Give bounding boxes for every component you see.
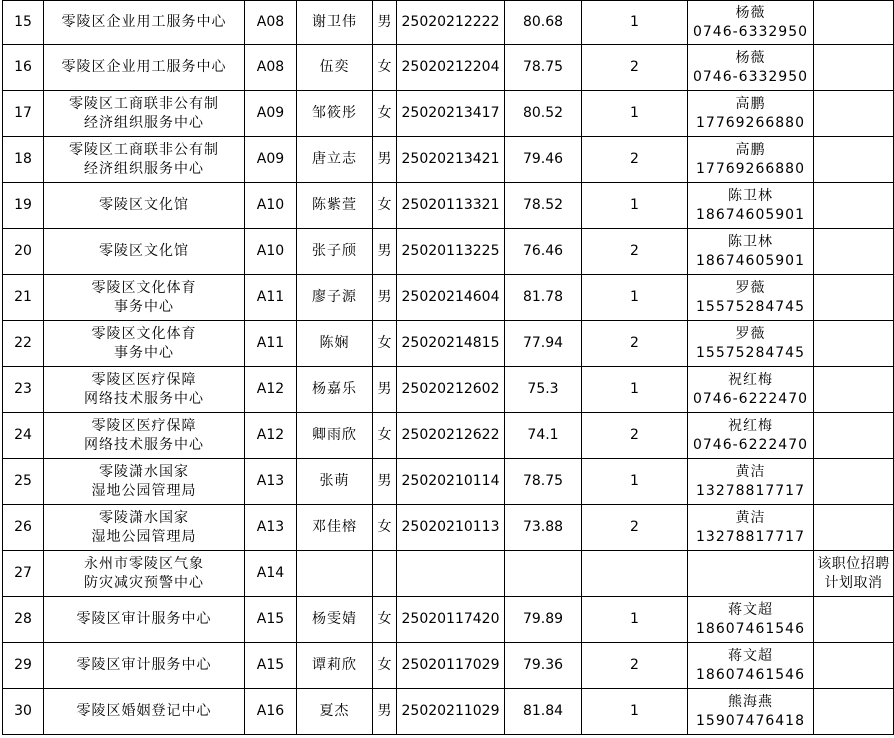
contact-cell bbox=[688, 137, 814, 183]
contact-name: 黄洁 bbox=[735, 509, 766, 526]
table-row bbox=[3, 137, 894, 183]
gender-cell: 男 bbox=[373, 689, 397, 735]
contact-name: 黄洁 bbox=[735, 463, 766, 480]
row-number-cell: 29 bbox=[3, 643, 44, 689]
table-row bbox=[3, 183, 894, 229]
contact-cell bbox=[688, 459, 814, 505]
ticket-number-cell: 25020212204 bbox=[397, 45, 505, 91]
contact-name: 罗薇 bbox=[735, 279, 766, 296]
contact-cell bbox=[688, 551, 814, 597]
ticket-number-cell: 25020212602 bbox=[397, 367, 505, 413]
table-row bbox=[3, 91, 894, 137]
contact-name: 高鹏 bbox=[735, 141, 766, 158]
gender-cell: 女 bbox=[373, 45, 397, 91]
contact-phone: 15907476418 bbox=[696, 712, 805, 729]
contact-phone: 15575284745 bbox=[696, 298, 805, 315]
position-code-cell: A11 bbox=[245, 275, 297, 321]
note-cell bbox=[814, 551, 894, 597]
table-row bbox=[3, 413, 894, 459]
unit-name-line: 事务中心 bbox=[114, 344, 174, 361]
ticket-number-cell bbox=[397, 551, 505, 597]
gender-cell: 女 bbox=[373, 321, 397, 367]
score-cell: 79.36 bbox=[505, 643, 582, 689]
table-body bbox=[3, 1, 894, 735]
position-code-cell: A13 bbox=[245, 505, 297, 551]
unit-name-line: 防灾减灾预警中心 bbox=[84, 574, 204, 591]
contact-name: 熊海燕 bbox=[728, 693, 773, 710]
contact-cell bbox=[688, 91, 814, 137]
candidate-name-cell: 张萌 bbox=[297, 459, 373, 505]
rank-cell: 1 bbox=[582, 91, 688, 137]
table-row bbox=[3, 505, 894, 551]
rank-cell: 2 bbox=[582, 413, 688, 459]
row-number-cell: 28 bbox=[3, 597, 44, 643]
unit-cell bbox=[44, 459, 245, 505]
rank-cell: 1 bbox=[582, 597, 688, 643]
position-code-cell: A10 bbox=[245, 183, 297, 229]
unit-cell bbox=[44, 643, 245, 689]
ticket-number-cell: 25020210113 bbox=[397, 505, 505, 551]
unit-cell bbox=[44, 551, 245, 597]
unit-name-line: 零陵区文化体育 bbox=[91, 279, 197, 296]
candidate-name-cell: 邓佳榕 bbox=[297, 505, 373, 551]
contact-name: 蒋文超 bbox=[728, 601, 773, 618]
score-cell: 78.52 bbox=[505, 183, 582, 229]
contact-cell bbox=[688, 597, 814, 643]
unit-cell bbox=[44, 45, 245, 91]
position-code-cell: A12 bbox=[245, 413, 297, 459]
contact-phone: 15575284745 bbox=[696, 344, 805, 361]
contact-phone: 18607461546 bbox=[696, 620, 805, 637]
note-cell bbox=[814, 137, 894, 183]
table-row bbox=[3, 229, 894, 275]
contact-cell bbox=[688, 183, 814, 229]
contact-cell bbox=[688, 275, 814, 321]
row-number-cell: 30 bbox=[3, 689, 44, 735]
candidate-name-cell bbox=[297, 551, 373, 597]
unit-name-line: 湿地公园管理局 bbox=[91, 528, 197, 545]
gender-cell bbox=[373, 551, 397, 597]
unit-name-line: 零陵区文化馆 bbox=[99, 243, 189, 259]
unit-name-line: 零陵潇水国家 bbox=[99, 509, 189, 526]
position-code-cell: A08 bbox=[245, 1, 297, 45]
contact-cell bbox=[688, 45, 814, 91]
unit-name-line: 零陵区医疗保障 bbox=[91, 371, 197, 388]
results-table bbox=[2, 0, 894, 735]
rank-cell: 1 bbox=[582, 275, 688, 321]
candidate-name-cell: 陈紫萱 bbox=[297, 183, 373, 229]
note-cell bbox=[814, 275, 894, 321]
contact-phone: 0746-6332950 bbox=[692, 23, 809, 40]
unit-name-line: 永州市零陵区气象 bbox=[84, 555, 204, 572]
rank-cell: 1 bbox=[582, 183, 688, 229]
score-cell: 75.3 bbox=[505, 367, 582, 413]
contact-name: 杨薇 bbox=[735, 49, 766, 66]
ticket-number-cell: 25020214815 bbox=[397, 321, 505, 367]
gender-cell: 男 bbox=[373, 275, 397, 321]
rank-cell: 2 bbox=[582, 137, 688, 183]
contact-cell bbox=[688, 643, 814, 689]
note-cell bbox=[814, 91, 894, 137]
row-number-cell: 18 bbox=[3, 137, 44, 183]
note-cell bbox=[814, 367, 894, 413]
contact-cell bbox=[688, 367, 814, 413]
candidate-name-cell: 伍奕 bbox=[297, 45, 373, 91]
unit-cell bbox=[44, 137, 245, 183]
unit-name-line: 网络技术服务中心 bbox=[84, 436, 204, 453]
gender-cell: 男 bbox=[373, 1, 397, 45]
rank-cell: 1 bbox=[582, 459, 688, 505]
score-cell: 78.75 bbox=[505, 45, 582, 91]
ticket-number-cell: 25020214604 bbox=[397, 275, 505, 321]
score-cell: 73.88 bbox=[505, 505, 582, 551]
position-code-cell: A12 bbox=[245, 367, 297, 413]
note-cell bbox=[814, 459, 894, 505]
contact-phone: 18607461546 bbox=[696, 666, 805, 683]
gender-cell: 男 bbox=[373, 137, 397, 183]
gender-cell: 女 bbox=[373, 413, 397, 459]
candidate-name-cell: 廖子源 bbox=[297, 275, 373, 321]
table-row bbox=[3, 689, 894, 735]
rank-cell bbox=[582, 551, 688, 597]
unit-cell bbox=[44, 367, 245, 413]
contact-cell bbox=[688, 689, 814, 735]
contact-phone: 0746-6332950 bbox=[692, 68, 809, 85]
position-code-cell: A13 bbox=[245, 459, 297, 505]
position-code-cell: A09 bbox=[245, 137, 297, 183]
unit-name-line: 零陵区企业用工服务中心 bbox=[61, 59, 227, 75]
unit-name-line: 事务中心 bbox=[114, 298, 174, 315]
ticket-number-cell: 25020210114 bbox=[397, 459, 505, 505]
note-cell bbox=[814, 505, 894, 551]
unit-cell bbox=[44, 597, 245, 643]
gender-cell: 女 bbox=[373, 597, 397, 643]
rank-cell: 2 bbox=[582, 45, 688, 91]
table-row bbox=[3, 551, 894, 597]
position-code-cell: A15 bbox=[245, 643, 297, 689]
table-row bbox=[3, 321, 894, 367]
contact-phone: 17769266880 bbox=[696, 114, 805, 131]
row-number-cell: 22 bbox=[3, 321, 44, 367]
row-number-cell: 24 bbox=[3, 413, 44, 459]
unit-cell bbox=[44, 689, 245, 735]
unit-name-line: 零陵区工商联非公有制 bbox=[69, 141, 219, 158]
unit-name-line: 零陵区企业用工服务中心 bbox=[61, 14, 227, 30]
position-code-cell: A11 bbox=[245, 321, 297, 367]
contact-cell bbox=[688, 229, 814, 275]
contact-cell bbox=[688, 321, 814, 367]
unit-name-line: 零陵区医疗保障 bbox=[91, 417, 197, 434]
unit-name-line: 湿地公园管理局 bbox=[91, 482, 197, 499]
score-cell: 81.84 bbox=[505, 689, 582, 735]
score-cell: 80.68 bbox=[505, 1, 582, 45]
unit-cell bbox=[44, 413, 245, 459]
unit-name-line: 经济组织服务中心 bbox=[84, 160, 204, 177]
unit-cell bbox=[44, 91, 245, 137]
unit-cell bbox=[44, 505, 245, 551]
score-cell bbox=[505, 551, 582, 597]
unit-cell bbox=[44, 183, 245, 229]
row-number-cell: 21 bbox=[3, 275, 44, 321]
contact-name: 罗薇 bbox=[735, 325, 766, 342]
score-cell: 76.46 bbox=[505, 229, 582, 275]
note-line: 计划取消 bbox=[824, 574, 883, 591]
note-cell bbox=[814, 413, 894, 459]
position-code-cell: A09 bbox=[245, 91, 297, 137]
gender-cell: 男 bbox=[373, 459, 397, 505]
candidate-name-cell: 唐立志 bbox=[297, 137, 373, 183]
score-cell: 74.1 bbox=[505, 413, 582, 459]
score-cell: 80.52 bbox=[505, 91, 582, 137]
contact-cell bbox=[688, 1, 814, 45]
candidate-name-cell: 杨雯婧 bbox=[297, 597, 373, 643]
rank-cell: 1 bbox=[582, 367, 688, 413]
table-row bbox=[3, 275, 894, 321]
row-number-cell: 16 bbox=[3, 45, 44, 91]
rank-cell: 2 bbox=[582, 505, 688, 551]
note-cell bbox=[814, 643, 894, 689]
contact-phone: 18674605901 bbox=[696, 252, 805, 269]
unit-cell bbox=[44, 1, 245, 45]
ticket-number-cell: 25020212622 bbox=[397, 413, 505, 459]
gender-cell: 女 bbox=[373, 643, 397, 689]
ticket-number-cell: 25020117029 bbox=[397, 643, 505, 689]
rank-cell: 2 bbox=[582, 321, 688, 367]
row-number-cell: 15 bbox=[3, 1, 44, 45]
position-code-cell: A14 bbox=[245, 551, 297, 597]
contact-name: 祝红梅 bbox=[728, 417, 773, 434]
contact-phone: 18674605901 bbox=[696, 206, 805, 223]
position-code-cell: A16 bbox=[245, 689, 297, 735]
row-number-cell: 26 bbox=[3, 505, 44, 551]
ticket-number-cell: 25020117420 bbox=[397, 597, 505, 643]
row-number-cell: 19 bbox=[3, 183, 44, 229]
candidate-name-cell: 杨嘉乐 bbox=[297, 367, 373, 413]
table-row bbox=[3, 643, 894, 689]
table-row bbox=[3, 459, 894, 505]
unit-cell bbox=[44, 275, 245, 321]
contact-name: 高鹏 bbox=[735, 95, 766, 112]
score-cell: 78.75 bbox=[505, 459, 582, 505]
unit-name-line: 零陵区文化体育 bbox=[91, 325, 197, 342]
score-cell: 79.46 bbox=[505, 137, 582, 183]
contact-name: 祝红梅 bbox=[728, 371, 773, 388]
note-cell bbox=[814, 229, 894, 275]
candidate-name-cell: 邹筱彤 bbox=[297, 91, 373, 137]
ticket-number-cell: 25020213421 bbox=[397, 137, 505, 183]
unit-name-line: 零陵潇水国家 bbox=[99, 463, 189, 480]
unit-name-line: 零陵区文化馆 bbox=[99, 197, 189, 213]
unit-name-line: 网络技术服务中心 bbox=[84, 390, 204, 407]
contact-cell bbox=[688, 505, 814, 551]
contact-name: 陈卫林 bbox=[728, 233, 773, 250]
ticket-number-cell: 25020212222 bbox=[397, 1, 505, 45]
row-number-cell: 20 bbox=[3, 229, 44, 275]
unit-name-line: 零陵区审计服务中心 bbox=[76, 657, 212, 673]
note-line: 该职位招聘 bbox=[817, 555, 890, 572]
note-cell bbox=[814, 45, 894, 91]
contact-phone: 0746-6222470 bbox=[692, 390, 809, 407]
ticket-number-cell: 25020211029 bbox=[397, 689, 505, 735]
position-code-cell: A08 bbox=[245, 45, 297, 91]
contact-phone: 0746-6222470 bbox=[692, 436, 809, 453]
candidate-name-cell: 夏杰 bbox=[297, 689, 373, 735]
note-cell bbox=[814, 321, 894, 367]
gender-cell: 女 bbox=[373, 505, 397, 551]
contact-name: 陈卫林 bbox=[728, 187, 773, 204]
contact-cell bbox=[688, 413, 814, 459]
rank-cell: 2 bbox=[582, 643, 688, 689]
table-row bbox=[3, 367, 894, 413]
rank-cell: 1 bbox=[582, 689, 688, 735]
ticket-number-cell: 25020213417 bbox=[397, 91, 505, 137]
unit-name-line: 零陵区工商联非公有制 bbox=[69, 95, 219, 112]
contact-phone: 13278817717 bbox=[696, 528, 805, 545]
contact-name: 杨薇 bbox=[735, 4, 766, 21]
unit-cell bbox=[44, 321, 245, 367]
row-number-cell: 27 bbox=[3, 551, 44, 597]
gender-cell: 女 bbox=[373, 183, 397, 229]
note-cell bbox=[814, 597, 894, 643]
rank-cell: 1 bbox=[582, 1, 688, 45]
score-cell: 77.94 bbox=[505, 321, 582, 367]
position-code-cell: A10 bbox=[245, 229, 297, 275]
note-cell bbox=[814, 1, 894, 45]
unit-name-line: 零陵区审计服务中心 bbox=[76, 611, 212, 627]
score-cell: 81.78 bbox=[505, 275, 582, 321]
rank-cell: 2 bbox=[582, 229, 688, 275]
contact-name: 蒋文超 bbox=[728, 647, 773, 664]
score-cell: 79.89 bbox=[505, 597, 582, 643]
table-row bbox=[3, 45, 894, 91]
ticket-number-cell: 25020113321 bbox=[397, 183, 505, 229]
table-row bbox=[3, 1, 894, 45]
candidate-name-cell: 陈娴 bbox=[297, 321, 373, 367]
unit-name-line: 经济组织服务中心 bbox=[84, 114, 204, 131]
candidate-name-cell: 张子颀 bbox=[297, 229, 373, 275]
unit-name-line: 零陵区婚姻登记中心 bbox=[76, 703, 212, 719]
note-cell bbox=[814, 183, 894, 229]
position-code-cell: A15 bbox=[245, 597, 297, 643]
table-row bbox=[3, 597, 894, 643]
row-number-cell: 23 bbox=[3, 367, 44, 413]
row-number-cell: 17 bbox=[3, 91, 44, 137]
gender-cell: 女 bbox=[373, 91, 397, 137]
contact-phone: 17769266880 bbox=[696, 160, 805, 177]
candidate-name-cell: 谢卫伟 bbox=[297, 1, 373, 45]
ticket-number-cell: 25020113225 bbox=[397, 229, 505, 275]
row-number-cell: 25 bbox=[3, 459, 44, 505]
candidate-name-cell: 谭莉欣 bbox=[297, 643, 373, 689]
gender-cell: 男 bbox=[373, 229, 397, 275]
candidate-name-cell: 卿雨欣 bbox=[297, 413, 373, 459]
note-cell bbox=[814, 689, 894, 735]
contact-phone: 13278817717 bbox=[696, 482, 805, 499]
gender-cell: 男 bbox=[373, 367, 397, 413]
unit-cell bbox=[44, 229, 245, 275]
